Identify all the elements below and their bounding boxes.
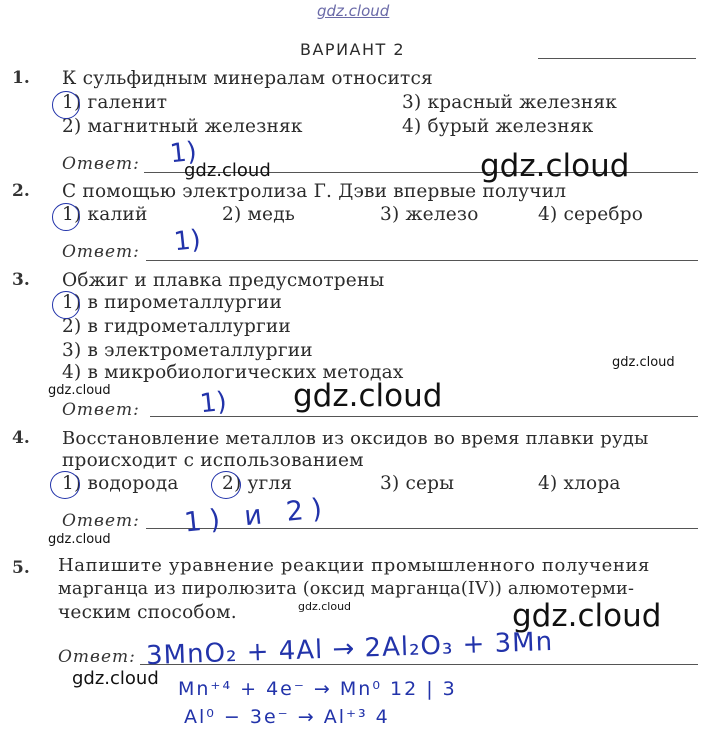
q1-option-4: 4) бурый железняк [402, 116, 594, 137]
q1-option-1: 1) галенит [62, 92, 168, 113]
q1-option-3: 3) красный железняк [402, 92, 618, 113]
question-4-text-line2: происходит с использованием [62, 450, 364, 471]
q2-option-4: 4) серебро [538, 204, 644, 225]
watermark-7: gdz.cloud [298, 600, 352, 613]
watermark-top: gdz.cloud [317, 2, 390, 20]
q2-selected-circle [52, 203, 80, 231]
q2-answer-line [146, 260, 698, 261]
q4-selected-circle-1 [50, 471, 80, 499]
q5-answer-label: Ответ: [58, 647, 136, 667]
watermark-3: gdz.cloud [612, 355, 675, 370]
q3-option-2: 2) в гидрометаллургии [62, 316, 291, 337]
q4-option-3: 3) серы [380, 473, 455, 494]
question-5-number: 5. [12, 558, 30, 578]
q2-option-2: 2) медь [222, 204, 296, 225]
q5-handwritten-line3: Al⁰ − 3e⁻ → Al⁺³ 4 [184, 706, 390, 728]
q4-option-2: 2) угля [222, 473, 293, 494]
question-5-text-line2: марганца из пиролюзита (оксид марганца(IV)) алюмотерми- [58, 579, 635, 599]
q3-handwritten-answer: 1) [198, 386, 229, 420]
question-3-text: Обжиг и плавка предусмотрены [62, 270, 385, 291]
q2-option-3: 3) железо [380, 204, 479, 225]
q3-answer-label: Ответ: [62, 400, 140, 420]
variant-heading: ВАРИАНТ 2 [300, 40, 406, 59]
watermark-6: gdz.cloud [48, 532, 111, 547]
q1-selected-circle [52, 91, 80, 119]
q4-option-1: 1) водорода [62, 473, 179, 494]
question-1-text: К сульфидным минералам относится [62, 68, 433, 89]
q2-handwritten-answer: 1) [172, 224, 203, 258]
question-5-text-line1: Напишите уравнение реакции промышленного получения [58, 555, 651, 576]
question-3-number: 3. [12, 270, 30, 290]
watermark-1: gdz.cloud [184, 160, 271, 181]
question-2-number: 2. [12, 181, 30, 201]
q4-option-4: 4) хлора [538, 473, 621, 494]
name-line [538, 58, 696, 59]
q5-handwritten-line2: Mn⁺⁴ + 4e⁻ → Mn⁰ 12 | 3 [178, 678, 457, 700]
question-5-text-line3: ческим способом. [58, 602, 237, 623]
q4-selected-circle-2 [211, 471, 241, 499]
watermark-8: gdz.cloud [512, 598, 662, 634]
q3-answer-line [150, 416, 698, 417]
watermark-2: gdz.cloud [480, 148, 630, 184]
q1-answer-label: Ответ: [62, 154, 140, 174]
q2-option-1: 1) калий [62, 204, 148, 225]
q4-handwritten-answer: 1) и 2) [182, 492, 332, 539]
watermark-4: gdz.cloud [48, 383, 111, 398]
q3-option-4: 4) в микробиологических методах [62, 362, 404, 383]
q5-handwritten-equation: 3MnO₂ + 4Al → 2Al₂O₃ + 3Mn [145, 626, 554, 672]
question-4-number: 4. [12, 428, 30, 448]
q3-option-1: 1) в пирометаллургии [62, 292, 282, 313]
watermark-5: gdz.cloud [293, 378, 443, 414]
q3-selected-circle [52, 291, 80, 319]
question-1-number: 1. [12, 68, 30, 88]
q1-option-2: 2) магнитный железняк [62, 116, 303, 137]
question-4-text-line1: Восстановление металлов из оксидов во время плавки руды [62, 428, 649, 449]
q3-option-3: 3) в электрометаллургии [62, 340, 313, 361]
q2-answer-label: Ответ: [62, 242, 140, 262]
question-2-text: С помощью электролиза Г. Дэви впервые получил [62, 181, 567, 202]
q4-answer-label: Ответ: [62, 511, 140, 531]
watermark-9: gdz.cloud [72, 668, 159, 689]
q1-handwritten-answer: 1) [168, 136, 199, 170]
